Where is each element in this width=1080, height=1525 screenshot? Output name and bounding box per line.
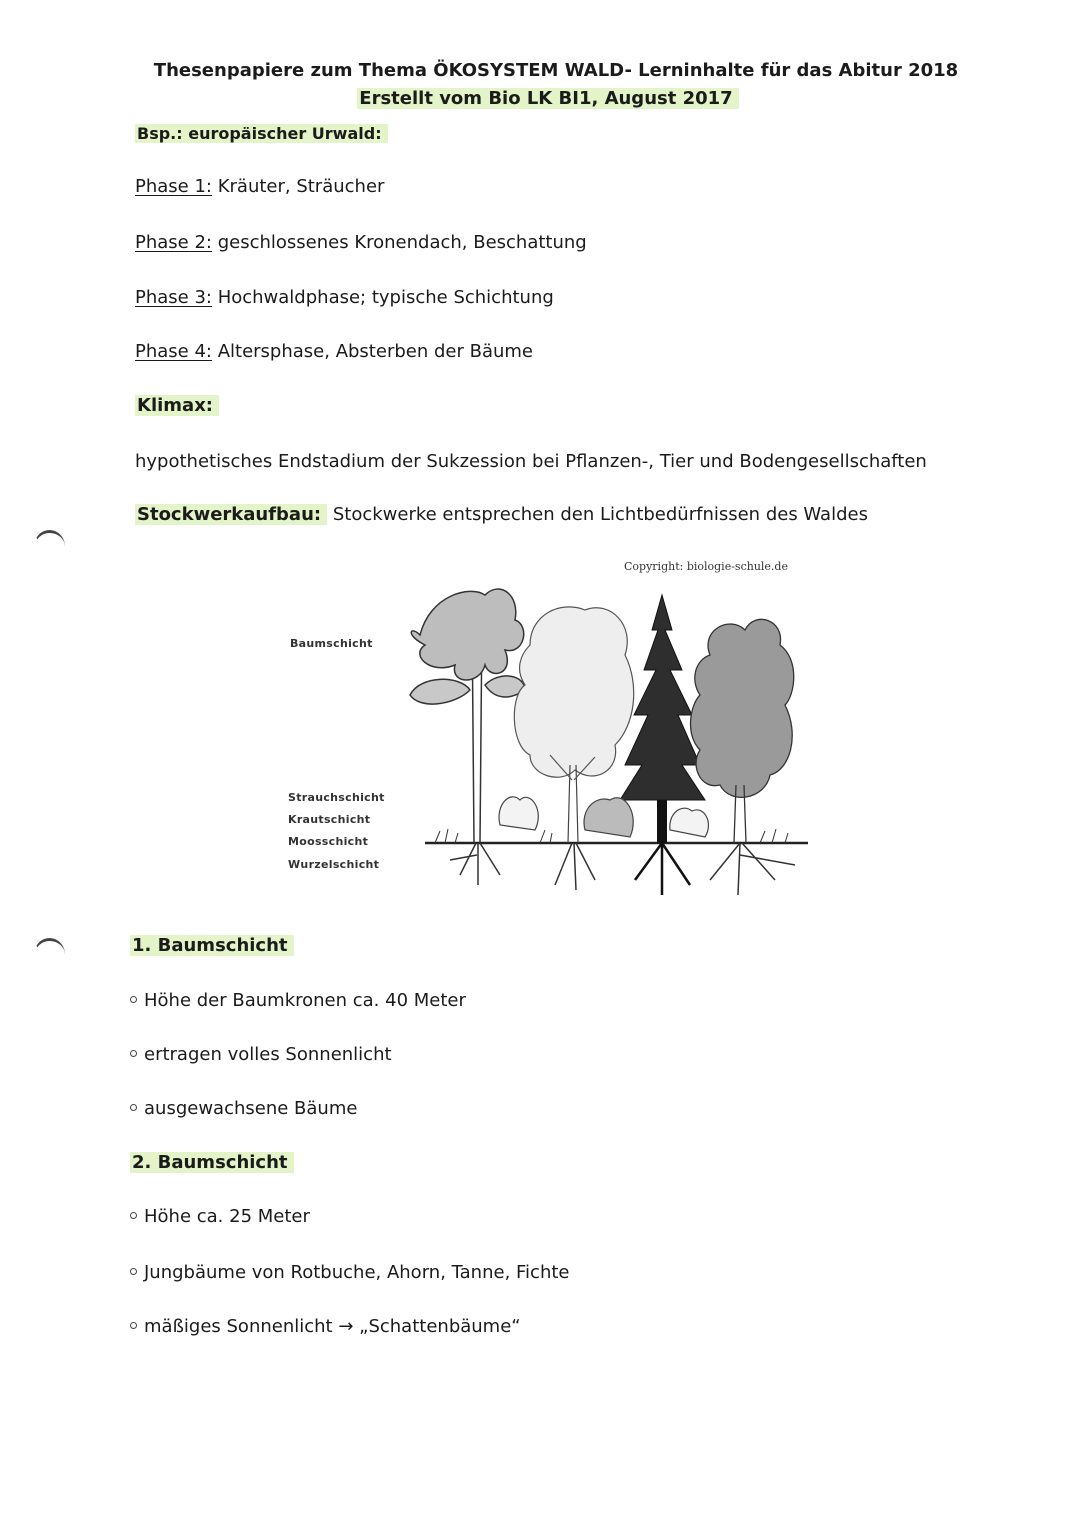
section-1-bullet: Höhe der Baumkronen ca. 40 Meter <box>130 990 466 1011</box>
punch-hole-mark <box>34 530 65 563</box>
document-title: Thesenpapiere zum Thema ÖKOSYSTEM WALD- Lerninhalte für das Abitur 2018 <box>153 60 959 81</box>
phase-4: Phase 4: Altersphase, Absterben der Bäume <box>135 341 533 362</box>
klimax-heading: Klimax: <box>135 395 219 416</box>
forest-layers-illustration <box>400 575 820 905</box>
bullet-icon <box>130 1050 137 1057</box>
example-label: Bsp.: europäischer Urwald: <box>135 124 388 143</box>
section-2-bullet: mäßiges Sonnenlicht → „Schattenbäume“ <box>130 1316 521 1337</box>
bullet-icon <box>130 996 137 1003</box>
phase-1: Phase 1: Kräuter, Sträucher <box>135 176 385 197</box>
layer-label-strauchschicht: Strauchschicht <box>288 791 385 804</box>
layer-label-wurzelschicht: Wurzelschicht <box>288 858 380 871</box>
section-2-bullet: Höhe ca. 25 Meter <box>130 1206 310 1227</box>
section-2-heading: 2. Baumschicht <box>130 1152 294 1173</box>
section-1-bullet: ausgewachsene Bäume <box>130 1098 357 1119</box>
klimax-definition: hypothetisches Endstadium der Sukzession bei Pflanzen-, Tier und Bodengesellschaften <box>135 451 927 472</box>
bullet-icon <box>130 1268 137 1275</box>
bullet-icon <box>130 1104 137 1111</box>
section-2-bullet: Jungbäume von Rotbuche, Ahorn, Tanne, Fichte <box>130 1262 570 1283</box>
layer-label-krautschicht: Krautschicht <box>288 813 371 826</box>
phase-2: Phase 2: geschlossenes Kronendach, Beschattung <box>135 232 587 253</box>
layer-label-baumschicht: Baumschicht <box>290 637 373 650</box>
bullet-icon <box>130 1212 137 1219</box>
section-1-bullet: ertragen volles Sonnenlicht <box>130 1044 392 1065</box>
document-subtitle: Erstellt vom Bio LK BI1, August 2017 <box>0 88 1080 109</box>
stockwerk-line: Stockwerkaufbau: Stockwerke entsprechen den Lichtbedürfnissen des Waldes <box>137 504 868 525</box>
phase-3: Phase 3: Hochwaldphase; typische Schichtung <box>135 287 554 308</box>
section-1-heading: 1. Baumschicht <box>130 935 294 956</box>
shrubs <box>499 797 708 837</box>
oak-tree <box>691 619 794 843</box>
roots <box>450 843 795 895</box>
layer-label-moosschicht: Moosschicht <box>288 835 369 848</box>
punch-hole-mark <box>34 938 65 971</box>
bullet-icon <box>130 1322 137 1329</box>
figure-copyright: Copyright: biologie-schule.de <box>624 560 788 573</box>
